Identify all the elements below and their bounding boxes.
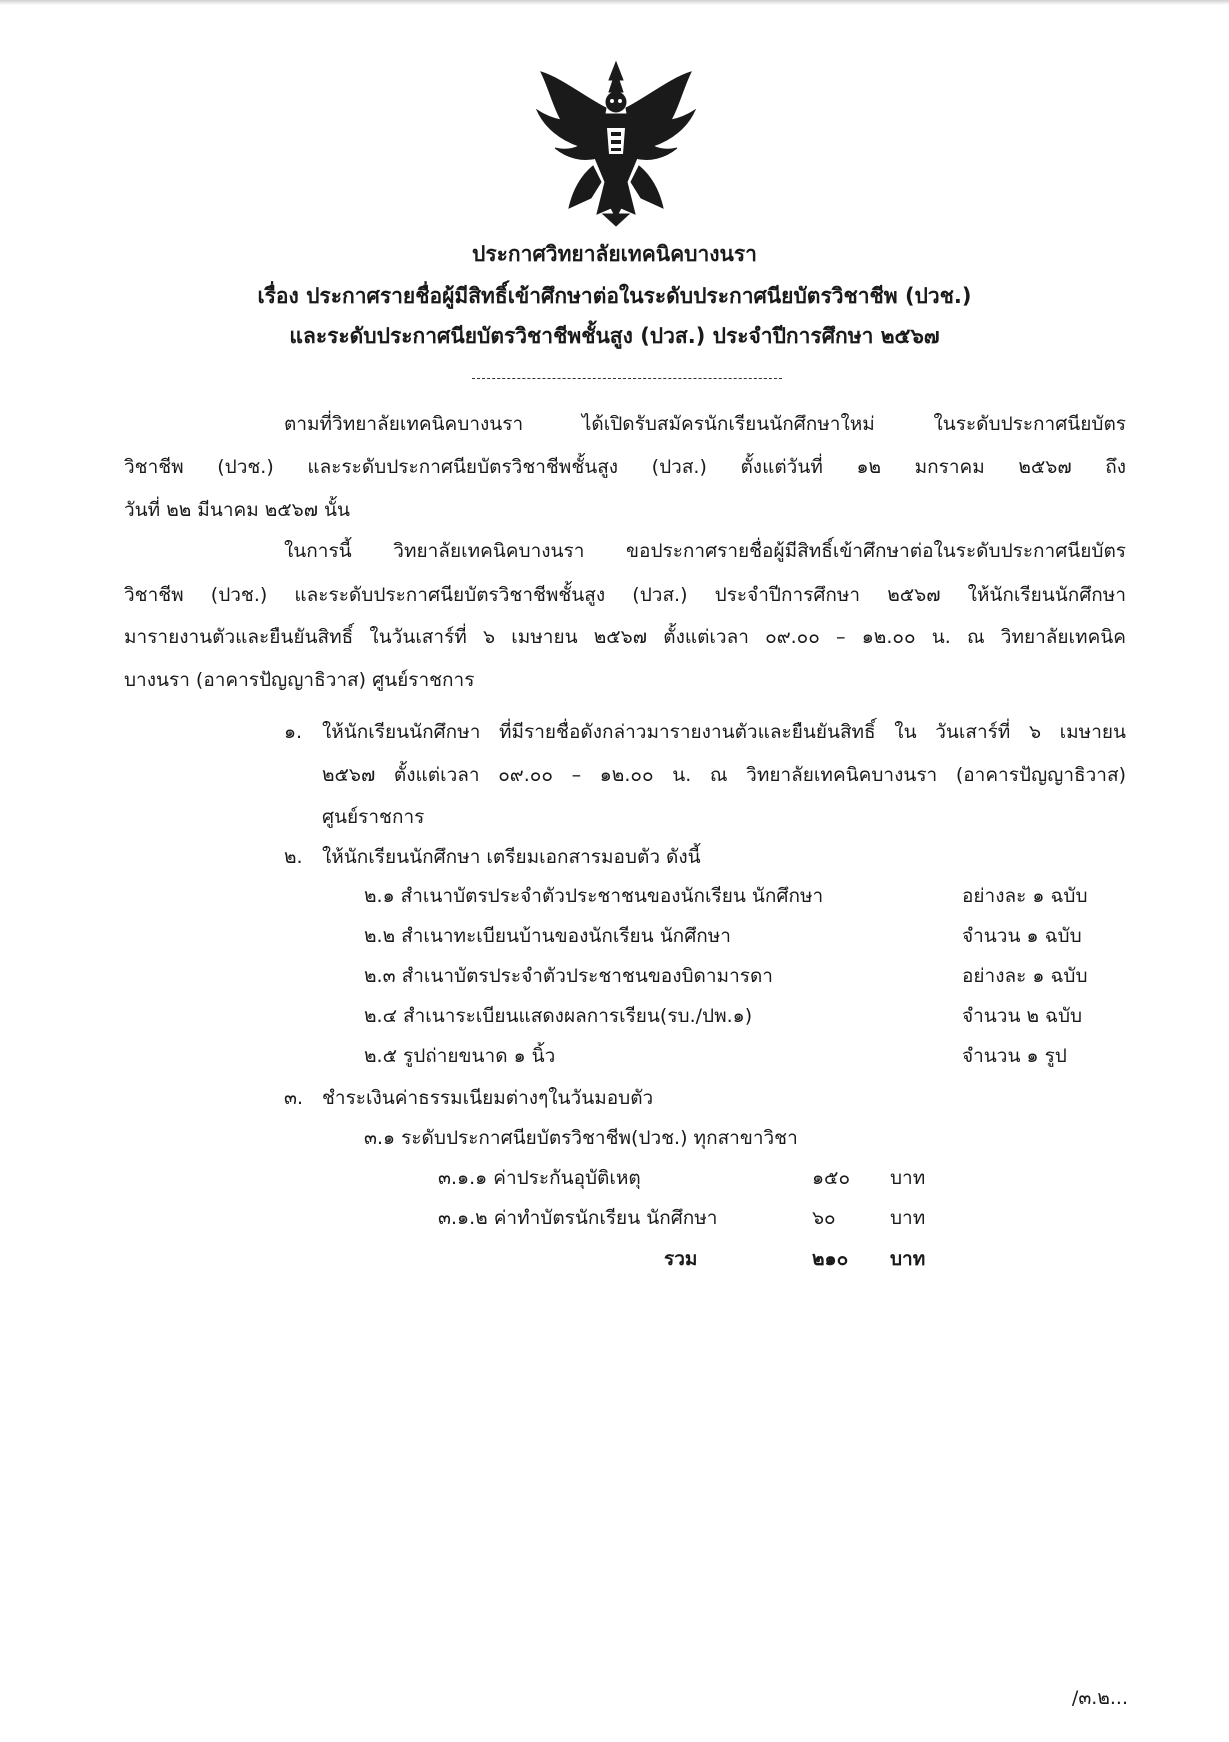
item-1-line-3: ศูนย์ราชการ (322, 806, 425, 828)
document-item-quantity: อย่างละ ๑ ฉบับ (962, 885, 1088, 907)
paragraph-2-line-4: บางนรา (อาคารปัญญาธิวาส) ศูนย์ราชการ (124, 669, 475, 691)
fee-item-amount: ๑๕๐ (812, 1167, 851, 1189)
fee-item-unit: บาท (890, 1207, 926, 1229)
paragraph-2-line-1: ในการนี้ วิทยาลัยเทคนิคบางนรา ขอประกาศรายชื่อผู้มีสิทธิ์เข้าศึกษาต่อในระดับประกาศนียบัตร (284, 540, 1126, 562)
fee-item-label: ๓.๑.๒ ค่าทำบัตรนักเรียน นักศึกษา (438, 1207, 718, 1229)
item-1-line-1: ให้นักเรียนนักศึกษา ที่มีรายชื่อดังกล่าวมารายงานตัวและยืนยันสิทธิ์ ใน วันเสาร์ที่ ๖ เมษายน (322, 721, 1126, 743)
item-1-number: ๑. (284, 721, 303, 743)
fee-item-label: ๓.๑.๑ ค่าประกันอุบัติเหตุ (438, 1167, 641, 1189)
paragraph-1-line-1: ตามที่วิทยาลัยเทคนิคบางนรา ได้เปิดรับสมัครนักเรียนนักศึกษาใหม่ ในระดับประกาศนียบัตร (284, 413, 1126, 435)
fee-section-heading: ๓.๑ ระดับประกาศนียบัตรวิชาชีพ(ปวช.) ทุกสาขาวิชา (364, 1127, 798, 1149)
paragraph-1-line-2: วิชาชีพ (ปวช.) และระดับประกาศนียบัตรวิชาชีพชั้นสูง (ปวส.) ตั้งแต่วันที่ ๑๒ มกราคม ๒๕๖๗ ถึง (124, 456, 1126, 478)
paragraph-1-line-3: วันที่ ๒๒ มีนาคม ๒๕๖๗ นั้น (124, 499, 351, 521)
document-item-label: ๒.๕ รูปถ่ายขนาด ๑ นิ้ว (364, 1045, 556, 1067)
scan-edge (0, 0, 1229, 5)
fee-item-unit: บาท (890, 1167, 926, 1189)
announcement-title: ประกาศวิทยาลัยเทคนิคบางนรา (472, 242, 757, 266)
fee-total-label: รวม (664, 1248, 698, 1270)
garuda-emblem-icon (531, 58, 701, 228)
paragraph-2-line-2: วิชาชีพ (ปวช.) และระดับประกาศนียบัตรวิชาชีพชั้นสูง (ปวส.) ประจำปีการศึกษา ๒๕๖๗ ให้นักเรียนนักศึกษา (124, 584, 1126, 606)
page-continuation-marker: /๓.๒... (1071, 1687, 1128, 1709)
fee-total-unit: บาท (890, 1248, 926, 1270)
fee-total-amount: ๒๑๐ (812, 1248, 849, 1270)
paragraph-2-line-3: มารายงานตัวและยืนยันสิทธิ์ ในวันเสาร์ที่ ๖ เมษายน ๒๕๖๗ ตั้งแต่เวลา ๐๙.๐๐ – ๑๒.๐๐ น. ณ วิทยาลัยเทคนิค (124, 626, 1126, 648)
item-2-text: ให้นักเรียนนักศึกษา เตรียมเอกสารมอบตัว ดังนี้ (322, 846, 701, 868)
announcement-subject-continued: และระดับประกาศนียบัตรวิชาชีพชั้นสูง (ปวส.) ประจำปีการศึกษา ๒๕๖๗ (289, 324, 940, 348)
item-2-number: ๒. (284, 846, 303, 868)
item-3-text: ชำระเงินค่าธรรมเนียมต่างๆในวันมอบตัว (322, 1087, 654, 1109)
document-item-quantity: อย่างละ ๑ ฉบับ (962, 965, 1088, 987)
item-3-number: ๓. (284, 1087, 304, 1109)
document-item-quantity: จำนวน ๑ รูป (962, 1045, 1067, 1067)
document-item-quantity: จำนวน ๑ ฉบับ (962, 925, 1082, 947)
document-item-label: ๒.๒ สำเนาทะเบียนบ้านของนักเรียน นักศึกษา (364, 925, 731, 947)
document-item-label: ๒.๔ สำเนาระเบียนแสดงผลการเรียน(รบ./ปพ.๑) (364, 1005, 753, 1027)
document-item-label: ๒.๓ สำเนาบัตรประจำตัวประชาชนของบิดามารดา (364, 965, 773, 987)
document-item-quantity: จำนวน ๒ ฉบับ (962, 1005, 1083, 1027)
fee-item-amount: ๖๐ (812, 1207, 836, 1229)
document-item-label: ๒.๑ สำเนาบัตรประจำตัวประชาชนของนักเรียน นักศึกษา (364, 885, 824, 907)
heading-divider (472, 378, 782, 379)
item-1-line-2: ๒๕๖๗ ตั้งแต่เวลา ๐๙.๐๐ – ๑๒.๐๐ น. ณ วิทยาลัยเทคนิคบางนรา (อาคารปัญญาธิวาส) (322, 764, 1126, 786)
announcement-subject: เรื่อง ประกาศรายชื่อผู้มีสิทธิ์เข้าศึกษาต่อในระดับประกาศนียบัตรวิชาชีพ (ปวช.) (257, 284, 972, 308)
